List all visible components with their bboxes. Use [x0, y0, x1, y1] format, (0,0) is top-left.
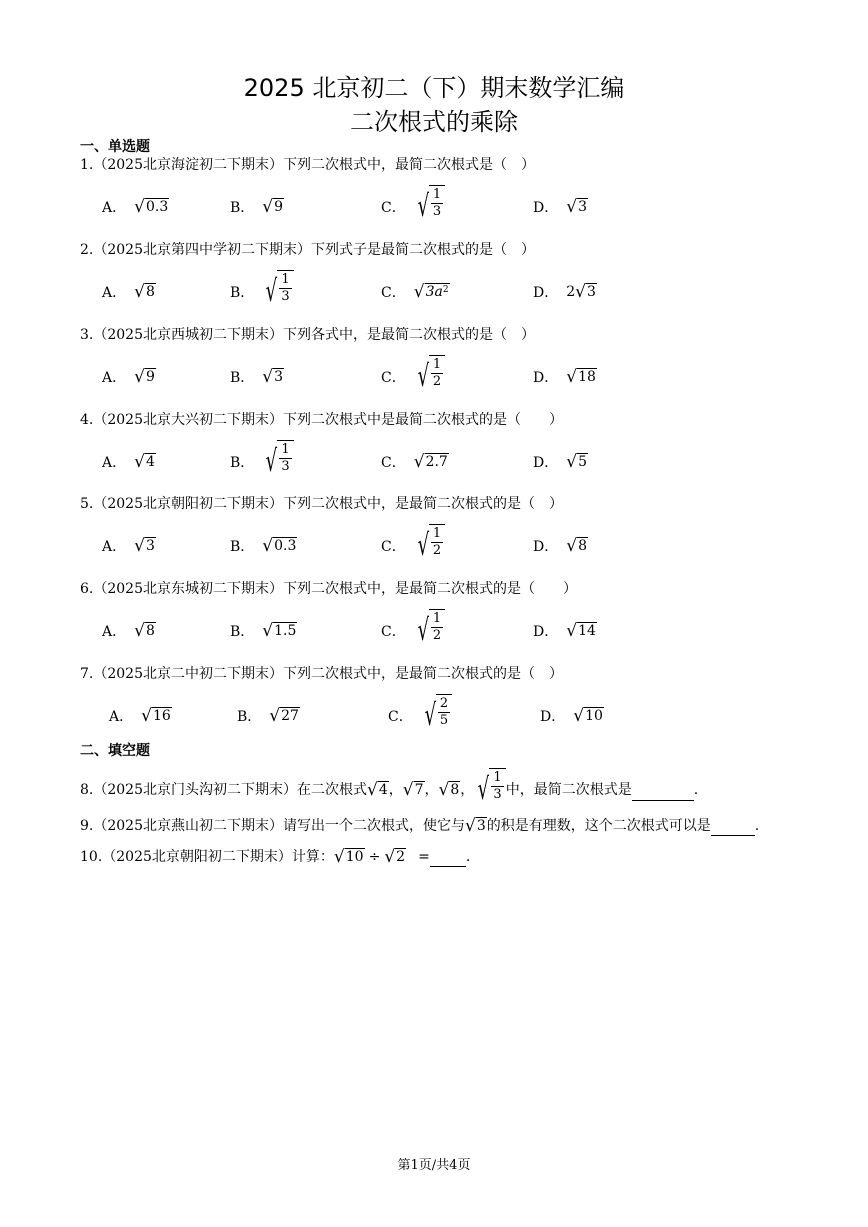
- option-b[interactable]: [230, 621, 297, 641]
- option-d[interactable]: [533, 197, 588, 217]
- sqrt-expression: √ 2.7: [413, 452, 448, 472]
- option-d[interactable]: [540, 706, 604, 726]
- option-letter: A．: [102, 539, 127, 555]
- divide-sign: ÷: [368, 848, 381, 865]
- option-letter: B．: [230, 370, 255, 386]
- sqrt-expression: √ 0.3: [262, 536, 297, 556]
- separator: ，: [388, 782, 403, 798]
- separator: ，: [424, 782, 439, 798]
- radicand: 3a: [425, 284, 443, 300]
- radicand: 1.5: [274, 623, 297, 639]
- section-single-choice: 一、单选题: [80, 139, 150, 155]
- question-3: 3.（2025北京西城初二下期末）下列各式中，是最简二次根式的是（ ）: [80, 327, 535, 343]
- sqrt-expression: √ 0.3: [134, 197, 169, 217]
- sqrt-expression: √ 4: [367, 780, 388, 800]
- question-5: 5.（2025北京朝阳初二下期末）下列二次根式中，是最简二次根式的是（ ）: [80, 496, 563, 512]
- option-letter: B．: [237, 709, 262, 725]
- radicand: 8: [578, 538, 587, 554]
- sqrt-expression: √ 4: [134, 452, 155, 472]
- coefficient: 2: [566, 284, 576, 300]
- sqrt-expression: √ 8: [566, 536, 587, 556]
- radicand: 14: [578, 623, 596, 639]
- radicand: 8: [145, 284, 155, 300]
- option-letter: B．: [230, 455, 255, 471]
- option-b[interactable]: [230, 440, 294, 484]
- sqrt-fraction: √ $\frac{1}{2}$: [414, 524, 445, 568]
- q9-suffix: 的积是有理数，这个二次根式可以是: [486, 817, 711, 834]
- option-letter: D．: [540, 709, 566, 725]
- option-c[interactable]: [381, 524, 445, 568]
- option-a[interactable]: [102, 282, 156, 302]
- option-letter: D．: [533, 455, 559, 471]
- option-d[interactable]: [533, 452, 588, 472]
- option-b[interactable]: [230, 270, 294, 314]
- option-letter: D．: [533, 624, 559, 640]
- denominator: 3: [281, 459, 290, 474]
- sqrt-fraction: √ $\frac{1}{3}$: [414, 185, 445, 229]
- radicand: 9: [274, 199, 284, 215]
- sqrt-expression: √ 3: [465, 815, 486, 836]
- sqrt-fraction: √ $\frac{2}{5}$: [421, 694, 452, 738]
- question-8: [80, 768, 698, 812]
- sqrt-expression: √ 3: [575, 282, 596, 302]
- option-c[interactable]: [381, 609, 445, 653]
- option-a[interactable]: [102, 367, 156, 387]
- option-letter: B．: [230, 285, 255, 301]
- option-letter: D．: [533, 370, 559, 386]
- sqrt-expression: √ 10: [333, 846, 364, 867]
- numerator: 1: [281, 272, 290, 287]
- option-c[interactable]: [381, 355, 445, 399]
- answer-blank[interactable]: [632, 780, 694, 801]
- period: .: [754, 817, 760, 834]
- sqrt-expression: √ 27: [269, 706, 299, 726]
- denominator: 2: [432, 374, 442, 389]
- sqrt-expression: √ 9: [262, 197, 284, 217]
- period: .: [693, 782, 699, 798]
- separator: ，: [460, 782, 475, 798]
- option-d[interactable]: [533, 621, 597, 641]
- sqrt-expression: √ 14: [566, 621, 596, 641]
- radicand: 27: [281, 708, 299, 724]
- sqrt-expression: √ 8: [134, 621, 155, 641]
- numerator: 1: [432, 187, 442, 202]
- denominator: 2: [432, 543, 442, 558]
- sqrt-expression: √ 3: [566, 197, 587, 217]
- title-line-1: 2025 北京初二（下）期末数学汇编: [243, 74, 625, 102]
- radicand: 18: [578, 369, 596, 385]
- option-c[interactable]: [388, 694, 452, 738]
- numerator: 1: [281, 442, 290, 457]
- option-b[interactable]: [230, 536, 297, 556]
- option-b[interactable]: [230, 367, 284, 387]
- sqrt-expression: √ 1.5: [262, 621, 297, 641]
- option-letter: A．: [102, 455, 127, 471]
- question-4: 4.（2025北京大兴初二下期末）下列二次根式中是最简二次根式的是（ ）: [80, 412, 563, 428]
- sqrt-fraction: √ $\frac{1}{3}$: [262, 270, 293, 314]
- radicand: 3: [587, 284, 596, 300]
- sqrt-expression: √ 7: [402, 780, 424, 800]
- denominator: 3: [281, 289, 290, 304]
- q10-text: 10.（2025北京朝阳初二下期末）计算：: [80, 848, 334, 865]
- radicand: 5: [578, 454, 587, 470]
- radicand: 0.3: [145, 199, 169, 215]
- period: .: [465, 848, 471, 865]
- option-c[interactable]: [381, 185, 445, 229]
- title-line-2: 二次根式的乘除: [350, 108, 518, 136]
- sqrt-expression: √ 3: [262, 367, 284, 387]
- radicand: 3: [578, 199, 587, 215]
- option-letter: A．: [102, 200, 127, 216]
- denominator: 3: [432, 204, 442, 219]
- radicand: 4: [145, 454, 155, 470]
- sqrt-expression: √ 10: [573, 706, 603, 726]
- numerator: 2: [439, 696, 449, 711]
- question-6: 6.（2025北京东城初二下期末）下列二次根式中，是最简二次根式的是（ ）: [80, 581, 577, 597]
- option-a[interactable]: [109, 706, 172, 726]
- question-1: 1.（2025北京海淀初二下期末）下列二次根式中，最简二次根式是（ ）: [80, 157, 535, 173]
- q8-suffix: 中，最简二次根式是: [505, 782, 632, 798]
- option-letter: A．: [109, 709, 134, 725]
- option-d[interactable]: [533, 282, 597, 302]
- option-c[interactable]: [381, 282, 450, 302]
- option-letter: C．: [381, 539, 406, 555]
- sqrt-fraction: √ $\frac{1}{2}$: [414, 355, 445, 399]
- option-letter: B．: [230, 200, 255, 216]
- sqrt-expression: √ 2: [384, 846, 406, 867]
- option-d[interactable]: [533, 367, 597, 387]
- radicand: 8: [145, 623, 155, 639]
- option-b[interactable]: [237, 706, 300, 726]
- option-letter: D．: [533, 539, 559, 555]
- option-letter: A．: [102, 624, 127, 640]
- radicand: 3: [274, 369, 284, 385]
- answer-blank[interactable]: [711, 815, 755, 836]
- radicand: 9: [145, 369, 155, 385]
- exponent: 2: [442, 285, 449, 295]
- page-number: 第1页/共4页: [397, 1158, 471, 1173]
- question-9: [80, 815, 759, 836]
- option-letter: A．: [102, 370, 127, 386]
- option-letter: D．: [533, 200, 559, 216]
- option-a[interactable]: [102, 197, 169, 217]
- sqrt-expression: √ 8: [134, 282, 155, 302]
- answer-blank[interactable]: [430, 846, 466, 867]
- denominator: 5: [439, 713, 449, 728]
- question-10: [80, 846, 470, 867]
- option-letter: C．: [381, 455, 406, 471]
- sqrt-expression: √ 18: [566, 367, 596, 387]
- radicand: 0.3: [274, 538, 297, 554]
- numerator: 1: [432, 526, 442, 541]
- sqrt-expression: √ 9: [134, 367, 155, 387]
- equals-sign: =: [418, 848, 430, 865]
- option-letter: C．: [381, 624, 406, 640]
- option-letter: C．: [381, 285, 406, 301]
- section-fill-blank: 二、填空题: [80, 743, 150, 759]
- q8-text: 8.（2025北京门头沟初二下期末）在二次根式: [80, 782, 367, 798]
- option-a[interactable]: [102, 536, 156, 556]
- sqrt-fraction: √ $\frac{1}{3}$: [262, 440, 293, 484]
- radicand: 2.7: [425, 454, 448, 470]
- option-b[interactable]: [230, 197, 284, 217]
- sqrt-expression: √ 5: [566, 452, 587, 472]
- option-c[interactable]: [381, 452, 449, 472]
- sqrt-fraction: √ $\frac{1}{2}$: [414, 609, 445, 653]
- option-a[interactable]: [102, 452, 156, 472]
- option-a[interactable]: [102, 621, 156, 641]
- radicand: 3: [145, 538, 155, 554]
- question-2: 2.（2025北京第四中学初二下期末）下列式子是最简二次根式的是（ ）: [80, 242, 535, 258]
- sqrt-expression: √ $3a^2$: [413, 282, 449, 302]
- option-letter: B．: [230, 624, 255, 640]
- option-letter: C．: [388, 709, 413, 725]
- sqrt-expression: √ 8: [438, 780, 460, 800]
- sqrt-expression: √ 16: [141, 706, 171, 726]
- question-7: 7.（2025北京二中初二下期末）下列二次根式中，是最简二次根式的是（ ）: [80, 666, 563, 682]
- sqrt-expression: √ 3: [134, 536, 155, 556]
- numerator: 1: [432, 357, 442, 372]
- sqrt-fraction: √ $\frac{1}{3}$: [474, 768, 505, 812]
- q9-text: 9.（2025北京燕山初二下期末）请写出一个二次根式，使它与: [80, 817, 465, 834]
- option-d[interactable]: [533, 536, 588, 556]
- radicand: 16: [152, 708, 171, 724]
- option-letter: D．: [533, 285, 559, 301]
- denominator: 2: [432, 628, 442, 643]
- radicand: 10: [585, 708, 603, 724]
- option-letter: B．: [230, 539, 255, 555]
- option-letter: A．: [102, 285, 127, 301]
- option-letter: C．: [381, 200, 406, 216]
- option-letter: C．: [381, 370, 406, 386]
- numerator: 1: [432, 611, 442, 626]
